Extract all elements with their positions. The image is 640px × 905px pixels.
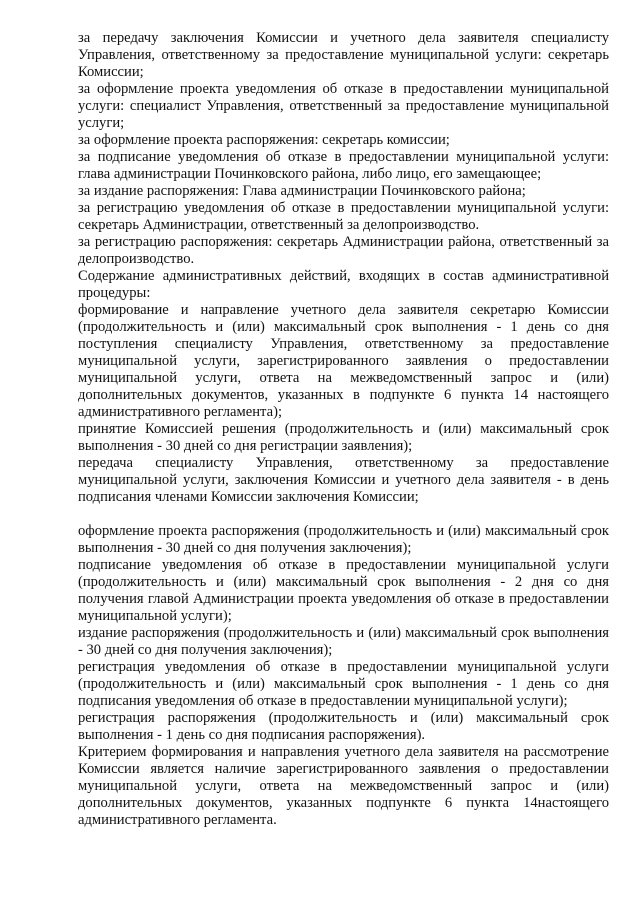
paragraph: за регистрацию распоряжения: секретарь Администрации района, ответственный за делопроизводство. [78, 234, 609, 267]
paragraph: оформление проекта распоряжения (продолжительность и (или) максимальный срок выполнения - 30 дней со дня получения заключения); [78, 523, 609, 556]
paragraph: за передачу заключения Комиссии и учетного дела заявителя специалисту Управления, ответственному за предоставление муниципальной услуги: секретарь Комиссии; [78, 30, 609, 80]
paragraph: за оформление проекта уведомления об отказе в предоставлении муниципальной услуги: специалист Управления, ответственный за предоставление муниципальной услуги; [78, 81, 609, 131]
paragraph: передача специалисту Управления, ответственному за предоставление муниципальной услуги, заключения Комиссии и учетного дела заявителя - в день подписания членами Комиссии заключения Комиссии; [78, 455, 609, 505]
paragraph: формирование и направление учетного дела заявителя секретарю Комиссии (продолжительность и (или) максимальный срок выполнения - 1 день со дня поступления специалисту Управления, ответственному за предоставление муниципальной услуги, зарегистрированного заявления о предоставлении муниципальной услуги, ответа на межведомственный запрос и (или) дополнительных документов, указанных в подпункте 6 пункта 14 настоящего административного регламента); [78, 302, 609, 420]
paragraph: Критерием формирования и направления учетного дела заявителя на рассмотрение Комиссии является наличие зарегистрированного заявления о предоставлении муниципальной услуги, ответа на межведомственный запрос и (или) дополнительных документов, указанных подпункте 6 пункта 14настоящего административного регламента. [78, 744, 609, 828]
paragraph: принятие Комиссией решения (продолжительность и (или) максимальный срок выполнения - 30 дней со дня регистрации заявления); [78, 421, 609, 454]
paragraph: за оформление проекта распоряжения: секретарь комиссии; [78, 132, 450, 148]
paragraph: регистрация уведомления об отказе в предоставлении муниципальной услуги (продолжительность и (или) максимальный срок выполнения - 1 день со дня подписания уведомления об отказе в предоставлении муниципальной услуги); [78, 659, 609, 709]
blank-line [78, 506, 609, 523]
paragraph: Содержание административных действий, входящих в состав административной процедуры: [78, 268, 609, 301]
paragraph: регистрация распоряжения (продолжительность и (или) максимальный срок выполнения - 1 день со дня подписания распоряжения). [78, 710, 609, 743]
paragraph: за подписание уведомления об отказе в предоставлении муниципальной услуги: глава администрации Починковского района, либо лицо, его замещающее; [78, 149, 609, 182]
paragraph: издание распоряжения (продолжительность и (или) максимальный срок выполнения - 30 дней со дня получения заключения); [78, 625, 609, 658]
paragraph: за издание распоряжения: Глава администрации Починковского района; [78, 183, 526, 199]
paragraph: за регистрацию уведомления об отказе в предоставлении муниципальной услуги: секретарь Администрации, ответственный за делопроизводство. [78, 200, 609, 233]
paragraph: подписание уведомления об отказе в предоставлении муниципальной услуги (продолжительность и (или) максимальный срок выполнения - 2 дня со дня получения главой Администрации проекта уведомления об отказе в предоставлении муниципальной услуги); [78, 557, 609, 624]
